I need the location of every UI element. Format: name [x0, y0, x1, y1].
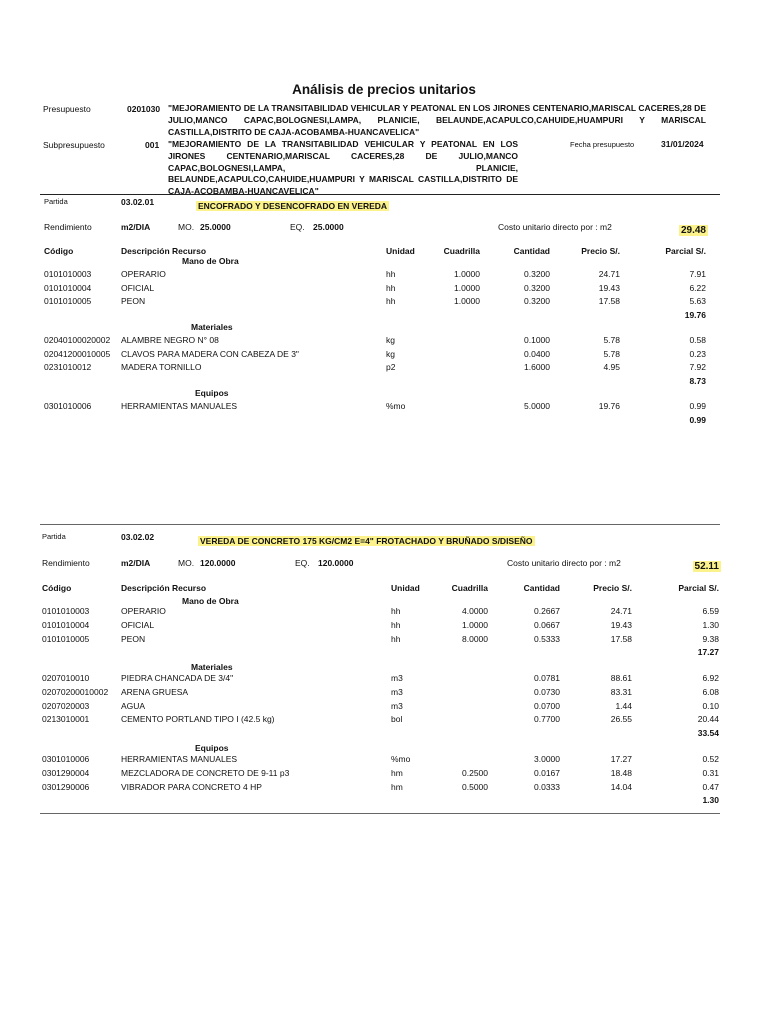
- section-total: 0.99: [689, 414, 706, 425]
- eq-value: 120.0000: [318, 558, 354, 568]
- subpresupuesto-description: "MEJORAMIENTO DE LA TRANSITABILIDAD VEHICULAR Y PEATONAL EN LOS JIRONES CENTENARIO,MARISCAL CACERES,28 DE JULIO,MANCO CAPAC,BOLOGNESI,LAMPA, PLANICIE, BELAUNDE,ACAPULCO,CAHUIDE,HUAMPURI Y MARISCAL CASTILLA,DISTRITO DE CAJA-ACOBAMBA-HUANCAVELICA": [168, 139, 518, 197]
- cell-cuadrilla: 1.0000: [454, 282, 480, 293]
- column-header-parcial: Parcial S/.: [678, 583, 719, 593]
- cell-codigo: 0231010012: [44, 362, 92, 372]
- cell-codigo: 0101010004: [44, 282, 92, 293]
- section-total: 1.30: [702, 795, 719, 806]
- section-title-mano-de-obra: Mano de Obra: [182, 596, 239, 606]
- cell-codigo: 02041200010005: [44, 348, 111, 359]
- cell-parcial: 7.91: [689, 269, 706, 279]
- costo-unitario-highlight: 29.48: [680, 225, 706, 236]
- cell-cuadrilla: 0.2500: [462, 767, 488, 778]
- divider: [40, 813, 720, 814]
- costo-unitario-value: [679, 220, 708, 238]
- cell-precio: 88.61: [610, 673, 632, 683]
- costo-unitario-value: [693, 556, 721, 574]
- costo-unitario-highlight: 52.11: [694, 561, 719, 572]
- section-title-equipos: Equipos: [195, 743, 229, 753]
- column-header-descripcion: Descripción Recurso: [121, 583, 207, 593]
- cell-parcial: 6.08: [702, 686, 719, 697]
- cell-descripcion: PEON: [121, 296, 146, 306]
- column-header-cuadrilla: Cuadrilla: [451, 583, 488, 593]
- cell-descripcion: MADERA TORNILLO: [121, 362, 202, 372]
- cell-precio: 5.78: [603, 335, 620, 345]
- cell-cantidad: 0.3200: [524, 282, 550, 293]
- cell-codigo: 0301290004: [42, 767, 90, 778]
- cell-unidad: hh: [391, 619, 401, 630]
- cell-descripcion: AGUA: [121, 700, 146, 711]
- cell-codigo: 02040100020002: [44, 335, 111, 345]
- cell-cuadrilla: 0.5000: [462, 781, 488, 792]
- cell-unidad: p2: [386, 362, 396, 372]
- section-total: 33.54: [697, 728, 719, 739]
- cell-cantidad: 0.5333: [534, 633, 560, 644]
- cell-cantidad: 0.3200: [524, 269, 550, 279]
- cell-descripcion: VIBRADOR PARA CONCRETO 4 HP: [121, 781, 262, 792]
- partida-code: 03.02.01: [121, 197, 155, 207]
- cell-codigo: 0301010006: [42, 754, 90, 764]
- cell-cuadrilla: 1.0000: [462, 619, 488, 630]
- fecha-value: 31/01/2024: [661, 139, 704, 149]
- cell-unidad: %mo: [391, 754, 411, 764]
- section-total: 19.76: [684, 309, 706, 320]
- rendimiento-unit: m2/DIA: [121, 558, 151, 568]
- cell-codigo: 0207010010: [42, 673, 90, 683]
- cell-codigo: 02070200010002: [42, 686, 109, 697]
- column-header-cantidad: Cantidad: [523, 583, 560, 593]
- cell-cuadrilla: 1.0000: [454, 269, 480, 279]
- partida-code: 03.02.02: [121, 532, 155, 542]
- column-header-descripcion: Descripción Recurso: [121, 246, 207, 256]
- column-header-codigo: Código: [42, 583, 72, 593]
- cell-descripcion: HERRAMIENTAS MANUALES: [121, 754, 238, 764]
- section-title-equipos: Equipos: [195, 388, 229, 398]
- divider: [40, 524, 720, 525]
- mo-label: MO.: [178, 222, 195, 232]
- cell-unidad: kg: [386, 348, 395, 359]
- cell-codigo: 0101010005: [42, 633, 90, 644]
- cell-cantidad: 0.1000: [524, 335, 550, 345]
- cell-precio: 19.76: [598, 401, 620, 411]
- cell-parcial: 1.30: [702, 619, 719, 630]
- cell-precio: 17.58: [598, 296, 620, 306]
- cell-cantidad: 3.0000: [534, 754, 560, 764]
- cell-codigo: 0101010003: [44, 269, 92, 279]
- partida-name: [196, 196, 389, 214]
- partida-label: Partida: [44, 197, 68, 206]
- cell-precio: 5.78: [603, 348, 620, 359]
- column-header-cuadrilla: Cuadrilla: [443, 246, 480, 256]
- cell-parcial: 6.59: [702, 606, 719, 616]
- eq-label: EQ.: [295, 558, 310, 568]
- partida-name: [198, 531, 535, 549]
- cell-precio: 26.55: [610, 714, 632, 725]
- cell-cantidad: 0.0730: [534, 686, 560, 697]
- cell-cantidad: 0.2667: [534, 606, 560, 616]
- cell-precio: 17.58: [610, 633, 632, 644]
- cell-descripcion: HERRAMIENTAS MANUALES: [121, 401, 238, 411]
- column-header-cantidad: Cantidad: [513, 246, 550, 256]
- section-title-materiales: Materiales: [191, 322, 233, 332]
- mo-value: 120.0000: [200, 558, 236, 568]
- cell-precio: 18.48: [610, 767, 632, 778]
- presupuesto-label: Presupuesto: [43, 104, 91, 114]
- cell-precio: 14.04: [610, 781, 632, 792]
- cell-unidad: m3: [391, 673, 403, 683]
- cell-codigo: 0101010004: [42, 619, 90, 630]
- cell-unidad: hh: [386, 269, 396, 279]
- rendimiento-unit: m2/DIA: [121, 222, 151, 232]
- cell-unidad: hm: [391, 781, 403, 792]
- cell-precio: 1.44: [615, 700, 632, 711]
- cell-cantidad: 0.0667: [534, 619, 560, 630]
- cell-codigo: 0301010006: [44, 401, 92, 411]
- cell-codigo: 0101010005: [44, 296, 92, 306]
- cell-descripcion: OPERARIO: [121, 269, 166, 279]
- cell-precio: 24.71: [598, 269, 620, 279]
- column-header-precio: Precio S/.: [593, 583, 632, 593]
- cell-codigo: 0213010001: [42, 714, 90, 725]
- column-header-precio: Precio S/.: [581, 246, 620, 256]
- costo-unitario-label: Costo unitario directo por : m2: [507, 558, 621, 568]
- cell-codigo: 0101010003: [42, 606, 90, 616]
- cell-unidad: hh: [386, 296, 396, 306]
- cell-descripcion: ALAMBRE NEGRO N° 08: [121, 335, 219, 345]
- cell-cantidad: 1.6000: [524, 362, 550, 372]
- cell-cantidad: 0.0781: [534, 673, 560, 683]
- cell-precio: 17.27: [610, 754, 632, 764]
- cell-parcial: 7.92: [689, 362, 706, 372]
- cell-precio: 19.43: [598, 282, 620, 293]
- mo-value: 25.0000: [200, 222, 231, 232]
- cell-parcial: 0.23: [689, 348, 706, 359]
- mo-label: MO.: [178, 558, 195, 568]
- cell-parcial: 0.58: [689, 335, 706, 345]
- rendimiento-label: Rendimiento: [42, 558, 90, 568]
- partida-name-highlight: ENCOFRADO Y DESENCOFRADO EN VEREDA: [198, 201, 388, 211]
- cell-parcial: 5.63: [689, 296, 706, 306]
- cell-parcial: 6.92: [702, 673, 719, 683]
- divider: [40, 194, 720, 195]
- cell-parcial: 0.31: [702, 767, 719, 778]
- cell-cantidad: 0.7700: [534, 714, 560, 725]
- cell-unidad: %mo: [386, 401, 406, 411]
- cell-cuadrilla: 8.0000: [462, 633, 488, 644]
- cell-parcial: 0.99: [689, 401, 706, 411]
- cell-unidad: hm: [391, 767, 403, 778]
- cell-precio: 24.71: [610, 606, 632, 616]
- section-total: 8.73: [689, 375, 706, 386]
- eq-value: 25.0000: [313, 222, 344, 232]
- cell-parcial: 0.47: [702, 781, 719, 792]
- cell-codigo: 0301290006: [42, 781, 90, 792]
- partida-name-highlight: VEREDA DE CONCRETO 175 KG/CM2 E=4" FROTACHADO Y BRUÑADO S/DISEÑO: [200, 536, 533, 546]
- cell-descripcion: PEON: [121, 633, 146, 644]
- column-header-codigo: Código: [44, 246, 74, 256]
- cell-codigo: 0207020003: [42, 700, 90, 711]
- cell-descripcion: OPERARIO: [121, 606, 166, 616]
- cell-unidad: kg: [386, 335, 395, 345]
- cell-cantidad: 0.0400: [524, 348, 550, 359]
- cell-parcial: 6.22: [689, 282, 706, 293]
- cell-unidad: m3: [391, 686, 403, 697]
- section-title-mano-de-obra: Mano de Obra: [182, 256, 239, 266]
- cell-parcial: 0.52: [702, 754, 719, 764]
- cell-descripcion: CEMENTO PORTLAND TIPO I (42.5 kg): [121, 714, 275, 725]
- cell-cantidad: 0.0700: [534, 700, 560, 711]
- cell-precio: 4.95: [603, 362, 620, 372]
- partida-label: Partida: [42, 532, 66, 541]
- cell-parcial: 9.38: [702, 633, 719, 644]
- presupuesto-code: 0201030: [127, 104, 161, 114]
- column-header-unidad: Unidad: [391, 583, 420, 593]
- costo-unitario-label: Costo unitario directo por : m2: [498, 222, 612, 232]
- cell-descripcion: PIEDRA CHANCADA DE 3/4": [121, 673, 234, 683]
- cell-cantidad: 0.0167: [534, 767, 560, 778]
- presupuesto-description: "MEJORAMIENTO DE LA TRANSITABILIDAD VEHICULAR Y PEATONAL EN LOS JIRONES CENTENARIO,MARISCAL CACERES,28 DE JULIO,MANCO CAPAC,BOLOGNESI,LAMPA, PLANICIE, BELAUNDE,ACAPULCO,CAHUIDE,HUAMPURI Y MARISCAL CASTILLA,DISTRITO DE CAJA-ACOBAMBA-HUANCAVELICA": [168, 103, 706, 137]
- column-header-parcial: Parcial S/.: [665, 246, 706, 256]
- cell-descripcion: MEZCLADORA DE CONCRETO DE 9-11 p3: [121, 767, 290, 778]
- cell-descripcion: OFICIAL: [121, 282, 155, 293]
- subpresupuesto-code: 001: [145, 140, 160, 150]
- cell-parcial: 0.10: [702, 700, 719, 711]
- section-title-materiales: Materiales: [191, 662, 233, 672]
- cell-precio: 83.31: [610, 686, 632, 697]
- cell-unidad: bol: [391, 714, 403, 725]
- cell-cuadrilla: 1.0000: [454, 296, 480, 306]
- rendimiento-label: Rendimiento: [44, 222, 92, 232]
- cell-unidad: hh: [386, 282, 396, 293]
- subpresupuesto-label: Subpresupuesto: [43, 140, 105, 150]
- cell-descripcion: OFICIAL: [121, 619, 155, 630]
- cell-precio: 19.43: [610, 619, 632, 630]
- cell-cantidad: 0.3200: [524, 296, 550, 306]
- cell-descripcion: ARENA GRUESA: [121, 686, 189, 697]
- cell-parcial: 20.44: [697, 714, 719, 725]
- section-total: 17.27: [697, 647, 719, 658]
- cell-descripcion: CLAVOS PARA MADERA CON CABEZA DE 3": [121, 348, 299, 359]
- fecha-label: Fecha presupuesto: [570, 140, 635, 149]
- cell-unidad: m3: [391, 700, 403, 711]
- cell-unidad: hh: [391, 606, 401, 616]
- cell-unidad: hh: [391, 633, 401, 644]
- cell-cantidad: 0.0333: [534, 781, 560, 792]
- cell-cantidad: 5.0000: [524, 401, 550, 411]
- column-header-unidad: Unidad: [386, 246, 415, 256]
- page-title: Análisis de precios unitarios: [292, 82, 476, 97]
- cell-cuadrilla: 4.0000: [462, 606, 488, 616]
- eq-label: EQ.: [290, 222, 305, 232]
